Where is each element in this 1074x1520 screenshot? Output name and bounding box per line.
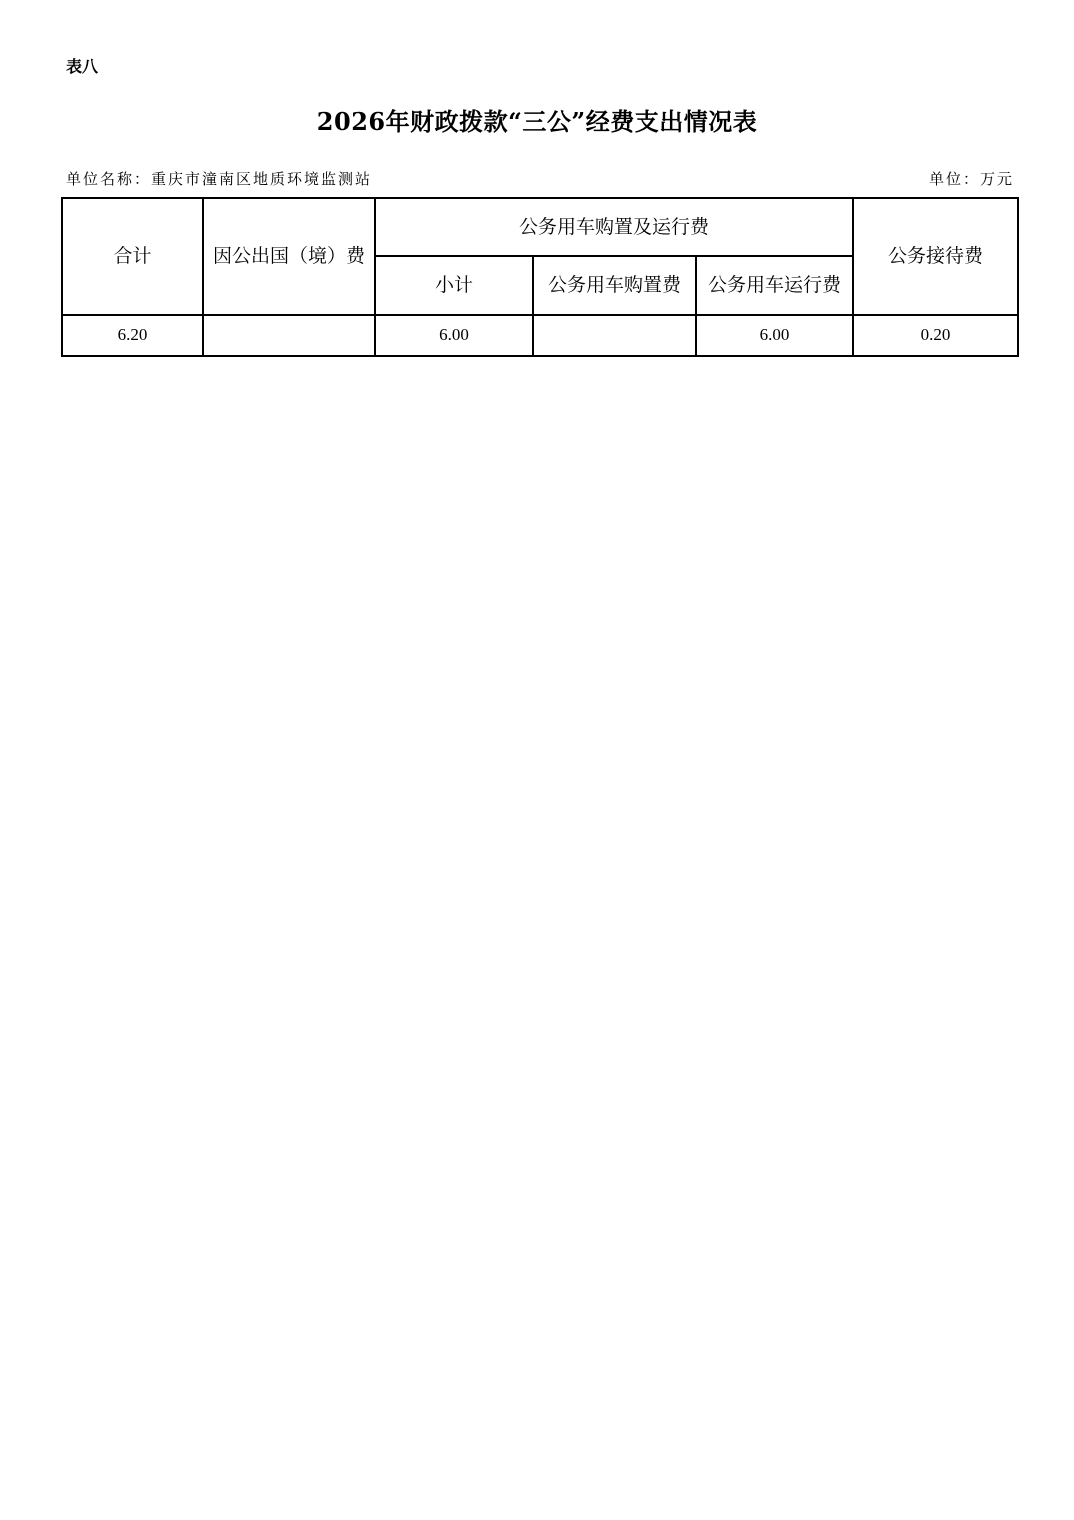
header-vehicle-operation: 公务用车运行费 — [696, 256, 853, 315]
unit-name: 单位名称：重庆市潼南区地质环境监测站 — [66, 170, 373, 188]
expense-table — [61, 197, 1019, 357]
cell-abroad — [203, 315, 375, 356]
cell-subtotal: 6.00 — [375, 315, 533, 356]
unit-label: 单位：万元 — [928, 170, 1014, 188]
header-vehicle-group: 公务用车购置及运行费 — [375, 198, 853, 256]
header-subtotal: 小计 — [375, 256, 533, 315]
cell-vehicle-purchase — [533, 315, 696, 356]
page-title: 2026年财政拨款“三公”经费支出情况表 — [316, 107, 758, 136]
table-label: 表八 — [66, 57, 99, 76]
cell-vehicle-operation: 6.00 — [696, 315, 853, 356]
cell-total: 6.20 — [62, 315, 203, 356]
cell-reception: 0.20 — [853, 315, 1018, 356]
header-abroad: 因公出国（境）费 — [203, 198, 375, 315]
header-vehicle-purchase: 公务用车购置费 — [533, 256, 696, 315]
header-row-1 — [62, 198, 1018, 256]
table-row — [62, 315, 1018, 356]
header-reception: 公务接待费 — [853, 198, 1018, 315]
header-total: 合计 — [62, 198, 203, 315]
